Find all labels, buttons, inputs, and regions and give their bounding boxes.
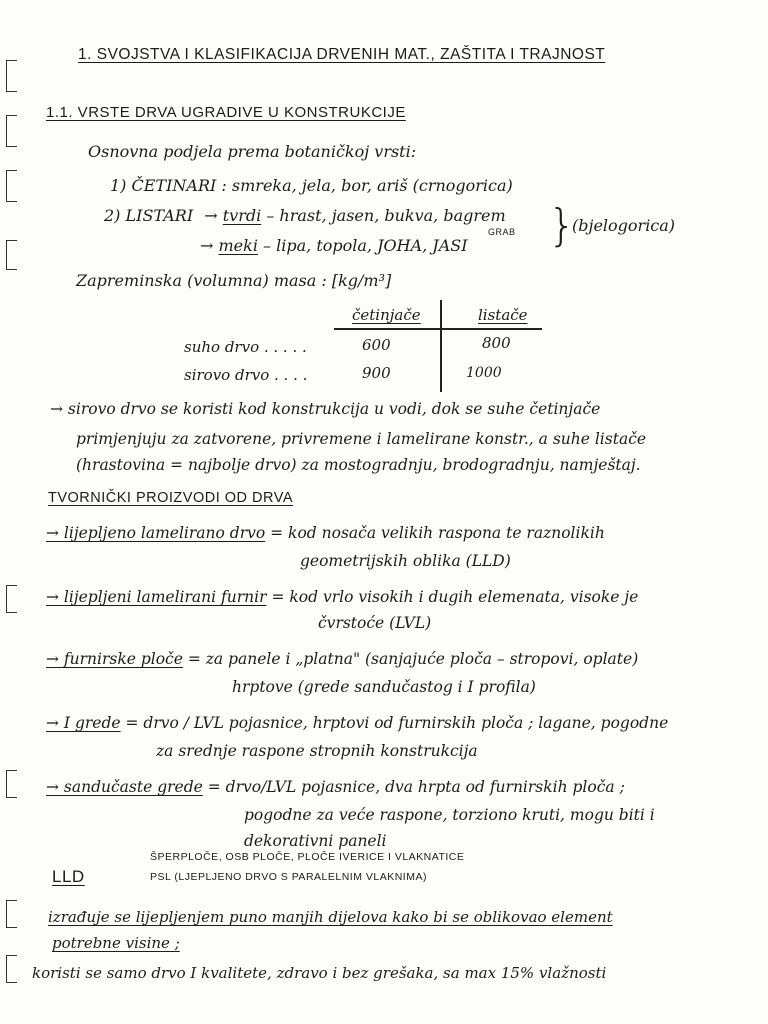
note-line: → sirovo drvo se koristi kod konstrukcija u vodi, dok se suhe četinjače (50, 400, 601, 418)
bjelogorica-note: (bjelogorica) (572, 216, 676, 235)
listari-soft-line: → meki – lipa, topola, JOHA, JASI (200, 236, 468, 255)
lld-bullet: izrađuje se lijepljenjem puno manjih dijelova kako bi se oblikovao element (48, 908, 613, 926)
cetinari-line: 1) ČETINARI : smreka, jela, bor, ariš (crnogorica) (110, 176, 513, 195)
margin-mark (6, 955, 17, 983)
product-cont: geometrijskih oblika (LLD) (300, 552, 511, 570)
table-cell: 600 (362, 336, 391, 354)
products-heading: TVORNIČKI PROIZVODI OD DRVA (48, 490, 293, 506)
product-cont: pogodne za veće raspone, torziono kruti, mogu biti i (244, 806, 655, 824)
brace: } (548, 200, 576, 251)
margin-mark (6, 115, 17, 147)
product-cont: za srednje raspone stropnih konstrukcija (156, 742, 478, 760)
margin-mark (6, 170, 17, 202)
table-divider (440, 300, 442, 392)
table-cell: 900 (362, 364, 391, 382)
margin-mark (6, 60, 17, 92)
product-text: = za panele i „platna" (sanjajuće ploča – stropovi, oplate) (187, 650, 639, 668)
product-cont: čvrstoće (LVL) (318, 614, 432, 632)
product-item (46, 716, 668, 732)
listari-hard: – hrast, jasen, bukva, bagrem (266, 206, 506, 225)
lld-bullet: koristi se samo drvo I kvalitete, zdravo i bez grešaka, sa max 15% vlažnosti (32, 964, 607, 982)
listari-soft: – lipa, topola, JOHA, JASI (263, 236, 468, 255)
table-row-label: sirovo drvo . . . . (184, 366, 308, 384)
lld-bullet: potrebne visine ; (52, 934, 180, 952)
lld-side-note: PSL (LJEPLJENO DRVO S PARALELNIM VLAKNIMA) (150, 871, 427, 883)
lld-side-note: ŠPERPLOČE, OSB PLOČE, PLOČE IVERICE I VLAKNATICE (150, 851, 465, 863)
product-term: → lijepljeno lamelirano drvo (46, 524, 266, 542)
product-item (46, 652, 638, 668)
mass-label: Zapreminska (volumna) masa : [kg/m³] (76, 271, 392, 290)
table-cell: 1000 (466, 365, 502, 381)
product-item (46, 590, 638, 606)
margin-mark (6, 585, 17, 613)
listari-soft-label: meki (218, 236, 258, 255)
product-text: = drvo / LVL pojasnice, hrptovi od furnirskih ploča ; lagane, pogodne (125, 714, 669, 732)
table-divider (334, 328, 542, 330)
product-term: → lijepljeni lamelirani furnir (46, 588, 267, 606)
product-item (46, 526, 605, 542)
note-line: primjenjuju za zatvorene, privremene i lamelirane konstr., a suhe listače (76, 430, 647, 448)
listari-hard-label: tvrdi (222, 206, 262, 225)
page-title: 1. SVOJSTVA I KLASIFIKACIJA DRVENIH MAT., ZAŠTITA I TRAJNOST (78, 46, 606, 63)
product-text: = drvo/LVL pojasnice, dva hrpta od furnirskih ploča ; (207, 778, 625, 796)
margin-mark (6, 770, 17, 798)
product-text: = kod vrlo visokih i dugih elemenata, visoke je (271, 588, 639, 606)
table-header-listace: listače (478, 306, 528, 324)
listari-line: 2) LISTARI → tvrdi – hrast, jasen, bukva, bagrem (104, 206, 506, 225)
product-term: → I grede (46, 714, 121, 732)
grab-note: GRAB (488, 227, 516, 237)
table-row-label: suho drvo . . . . . (184, 338, 307, 356)
product-text: = kod nosača velikih raspona te raznolikih (270, 524, 605, 542)
product-item (46, 780, 625, 796)
product-cont: hrptove (grede sandučastog i I profila) (232, 678, 536, 696)
table-header-cetinjace: četinjače (352, 306, 421, 324)
lld-label: LLD (52, 867, 85, 886)
product-cont: dekorativni paneli (244, 832, 387, 850)
margin-mark (6, 900, 17, 928)
product-term: → furnirske ploče (46, 650, 183, 668)
product-term: → sandučaste grede (46, 778, 203, 796)
listari-prefix: 2) LISTARI (104, 206, 194, 225)
margin-mark (6, 240, 17, 270)
intro-text: Osnovna podjela prema botaničkoj vrsti: (88, 142, 417, 161)
section-heading: 1.1. VRSTE DRVA UGRADIVE U KONSTRUKCIJE (46, 104, 406, 121)
note-line: (hrastovina = najbolje drvo) za mostogradnju, brodogradnju, namještaj. (76, 456, 641, 474)
table-cell: 800 (482, 334, 511, 352)
